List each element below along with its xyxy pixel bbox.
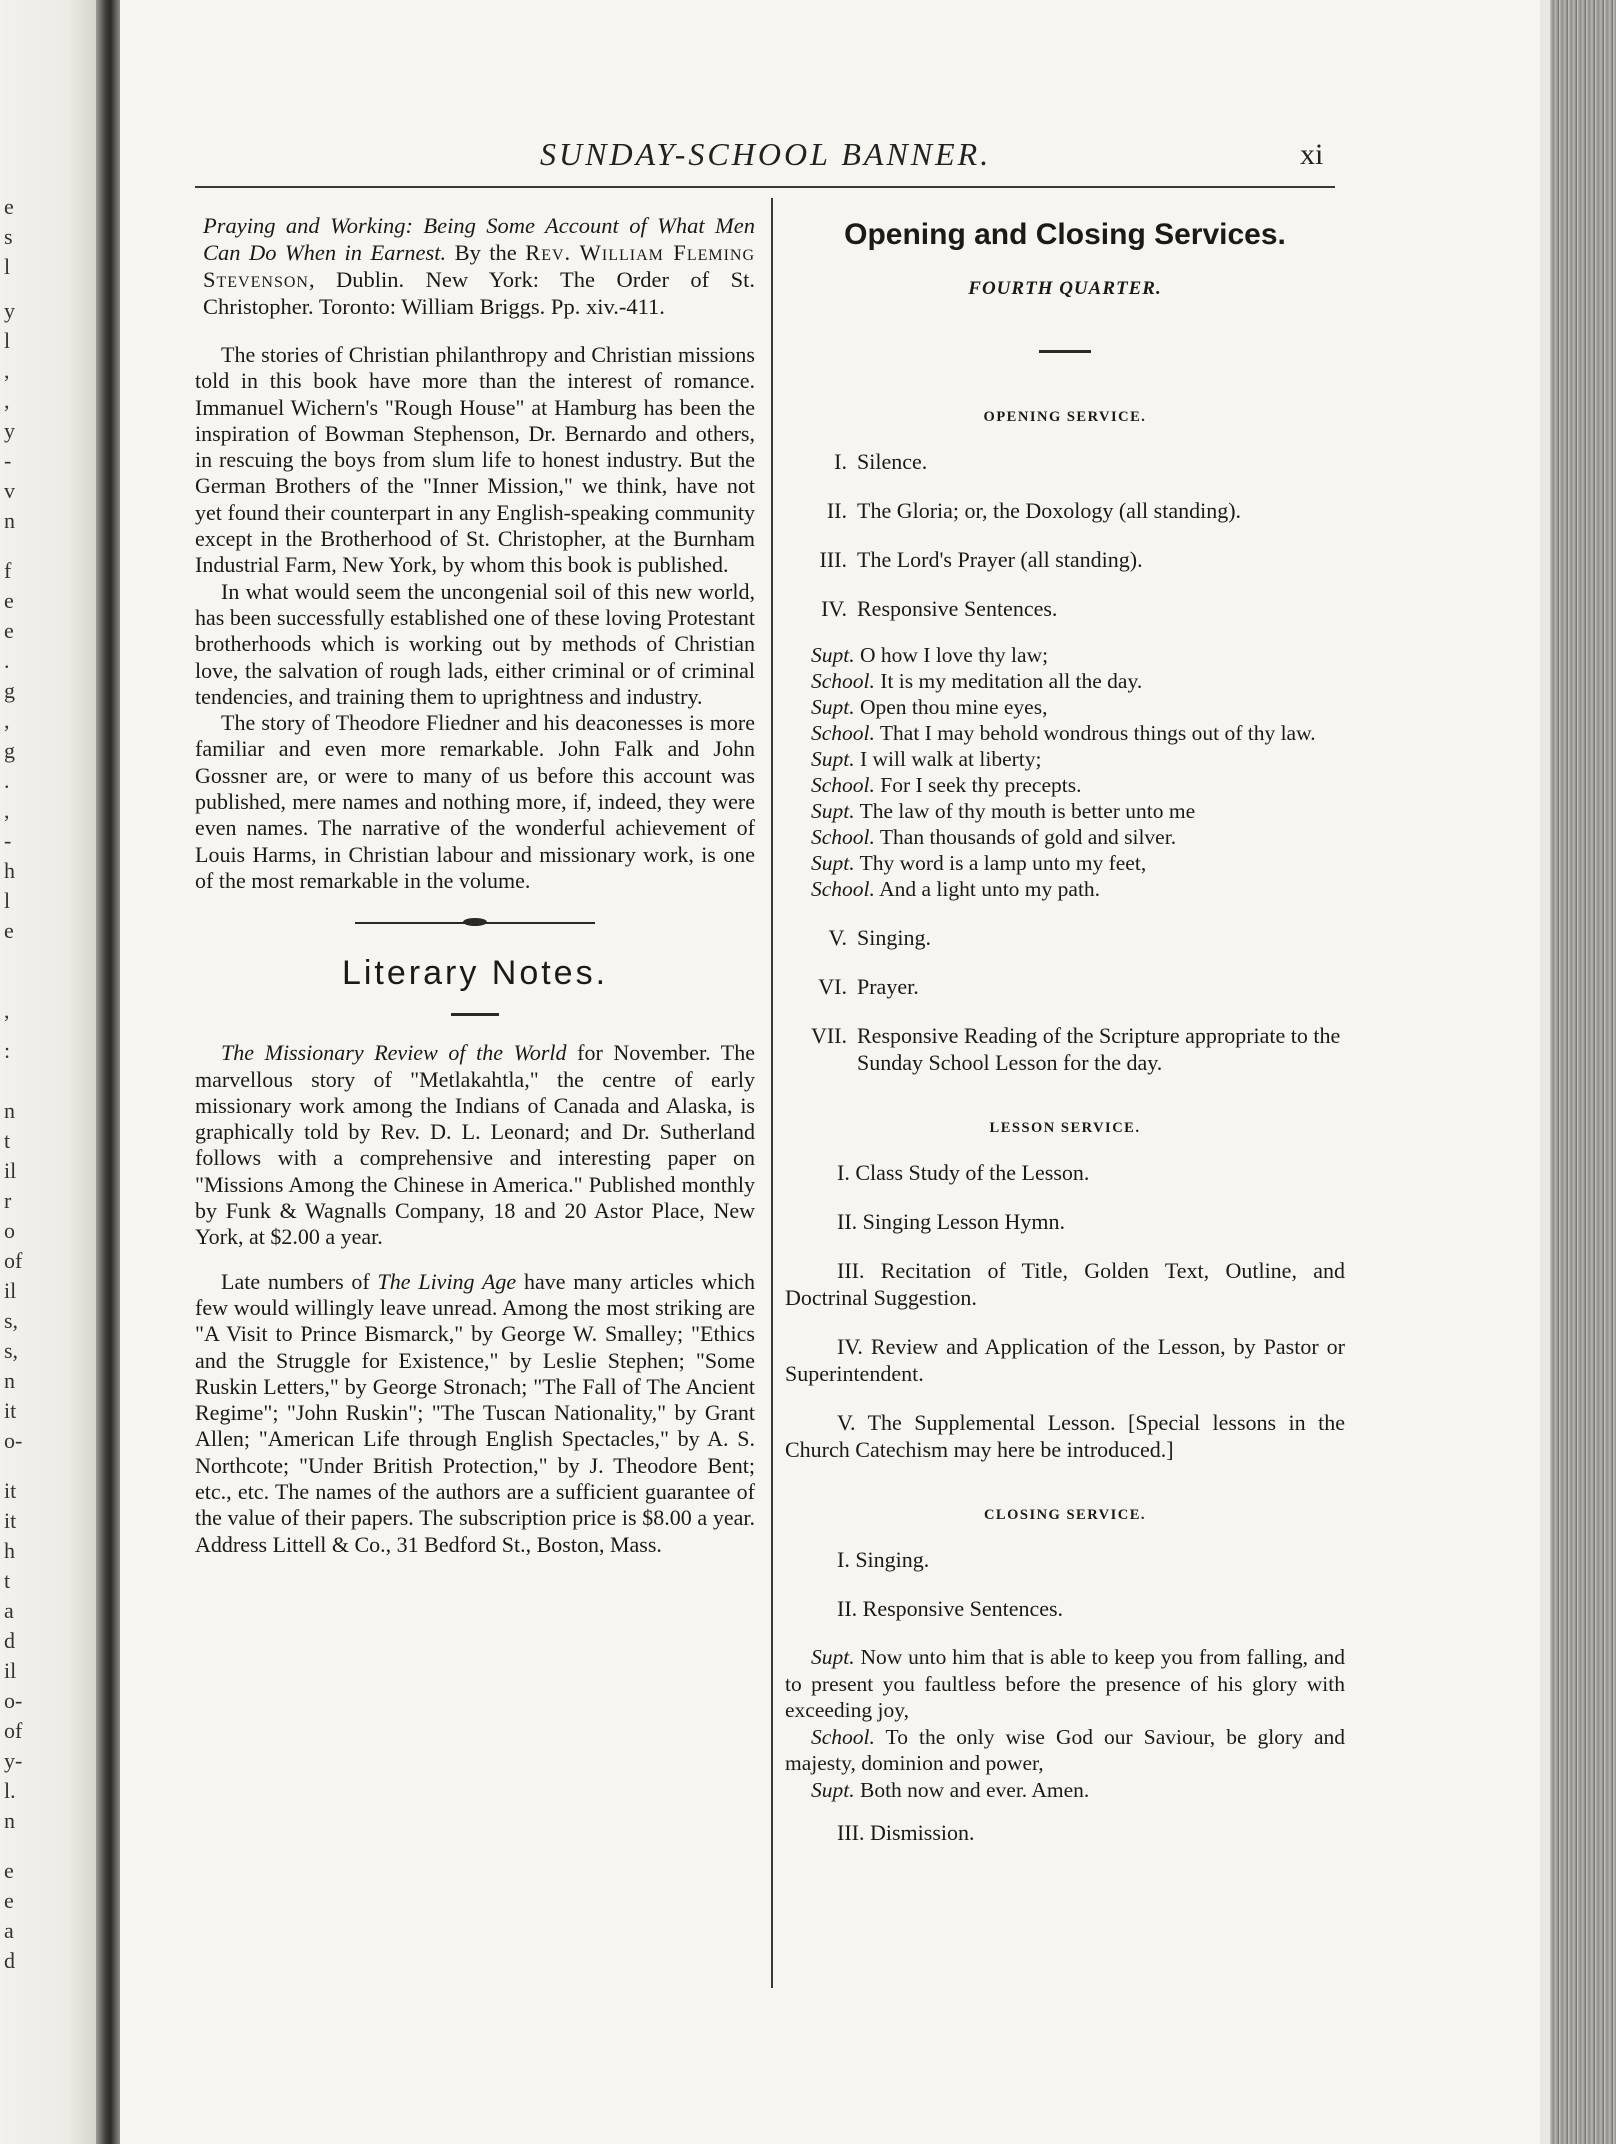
- service-item-number: VI.: [818, 974, 847, 999]
- response-text: I will walk at liberty;: [854, 747, 1042, 771]
- lesson-service-item: I. Class Study of the Lesson.: [837, 1160, 1090, 1185]
- closing-service-item: II. Responsive Sentences.: [837, 1596, 1064, 1621]
- facing-page-fragment: o: [4, 1218, 15, 1243]
- facing-page-fragment: o-: [4, 1428, 23, 1453]
- lesson-service-item: III. Recitation of Title, Golden Text, Outline, and Doctrinal Suggestion.: [785, 1258, 1345, 1310]
- responsive-sentences: [785, 642, 1345, 902]
- facing-page-fragment: e: [4, 618, 14, 643]
- facing-page-fragment: it: [4, 1398, 17, 1423]
- response-text: To the only wise God our Saviour, be glory and majesty, dominion and power,: [785, 1724, 1345, 1775]
- facing-page-fragment: n: [4, 1098, 15, 1123]
- response-text: It is my meditation all the day.: [874, 669, 1143, 693]
- speaker-label: School.: [811, 1724, 875, 1749]
- closing-responsive-line: [785, 1724, 1345, 1777]
- column-divider: [771, 198, 773, 1988]
- lesson-service-item: V. The Supplemental Lesson. [Special lessons in the Church Catechism may here be introduced.]: [785, 1410, 1345, 1462]
- facing-page-fragment: e: [4, 1858, 14, 1883]
- facing-page-text-fragments: [0, 0, 40, 2144]
- speaker-label: Supt.: [811, 851, 855, 875]
- facing-page-fragment: o-: [4, 1688, 23, 1713]
- facing-page-fragment: r: [4, 1188, 12, 1213]
- responsive-line: [785, 668, 1345, 694]
- facing-page-fragment: a: [4, 1918, 14, 1943]
- opening-service-item: [785, 924, 1345, 951]
- facing-page-fragment: l: [4, 888, 11, 913]
- facing-page-fragment: of: [4, 1718, 23, 1743]
- speaker-label: Supt.: [811, 799, 855, 823]
- responsive-line: [785, 824, 1345, 850]
- book-review-heading: [195, 212, 755, 320]
- service-item-text: Responsive Reading of the Scripture appropriate to the Sunday School Lesson for the day.: [857, 1023, 1341, 1075]
- facing-page-fragment: of: [4, 1248, 23, 1273]
- services-heading: Opening and Closing Services.: [844, 218, 1286, 251]
- facing-page-fragment: s,: [4, 1308, 19, 1333]
- response-text: Than thousands of gold and silver.: [874, 825, 1177, 849]
- facing-page-fragment: l: [4, 328, 11, 353]
- speaker-label: School.: [811, 773, 875, 797]
- opening-service-item: [785, 546, 1345, 573]
- service-item-text: The Gloria; or, the Doxology (all standing).: [857, 498, 1242, 523]
- facing-page-fragment: l.: [4, 1778, 16, 1803]
- facing-page-fragment: e: [4, 194, 14, 219]
- speaker-label: School.: [811, 721, 875, 745]
- response-text: The law of thy mouth is better unto me: [854, 799, 1196, 823]
- lesson-service-list: [785, 1159, 1345, 1463]
- literary-notes-heading: Literary Notes.: [341, 954, 609, 993]
- facing-page-fragment: a: [4, 1598, 14, 1623]
- facing-page-fragment: ,: [4, 998, 10, 1023]
- responsive-line: [785, 772, 1345, 798]
- page-stack-edge: [1550, 0, 1616, 2144]
- right-column: [785, 218, 1345, 1846]
- facing-page-fragment: y: [4, 298, 15, 323]
- review-author: William Fleming Stevenson: [203, 240, 756, 292]
- heading-rule: [451, 1013, 499, 1016]
- magazine-title: The Missionary Review of the World: [221, 1040, 567, 1066]
- opening-service-item: [785, 497, 1345, 524]
- response-text: Now unto him that is able to keep you from falling, and to present you faultless before the presence of his glory with exceeding joy,: [785, 1645, 1345, 1722]
- closing-responsive-line: [785, 1644, 1345, 1724]
- facing-page-fragment: il: [4, 1278, 17, 1303]
- responsive-line: [785, 642, 1345, 668]
- review-paragraph: The story of Theodore Fliedner and his deaconesses is more familiar and even more remarkable. John Falk and John Gossner are, or were to many of us before this account was published, mere names and nothing more, if, indeed, they were even names. The narrative of the wonderful achievement of Louis Harms, in Christian labour and missionary work, is one of the most remarkable in the volume.: [195, 710, 755, 893]
- response-text: That I may behold wondrous things out of thy law.: [874, 721, 1316, 745]
- facing-page-fragment: g: [4, 678, 15, 703]
- closing-responsive-line: [785, 1777, 1345, 1804]
- review-paragraph: The stories of Christian philanthropy and Christian missions told in this book have more than the interest of romance. Immanuel Wichern's "Rough House" at Hamburg has been the inspiration of Bowman Stephenson, Dr. Bernardo and others, in rescuing the boys from slum life to honest industry. But the German Brothers of the "Inner Mission," we think, have not yet found their counterpart in any English-speaking community except in the Brotherhood of St. Christopher, at the Burnham Industrial Farm, New York, by whom this book is published.: [195, 342, 755, 578]
- facing-page-fragment: n: [4, 1368, 15, 1393]
- facing-page-fragment: -: [4, 448, 12, 473]
- response-text: Thy word is a lamp unto my feet,: [854, 851, 1147, 875]
- facing-page-fragment: h: [4, 1538, 15, 1563]
- service-item-number: III.: [819, 547, 847, 572]
- responsive-line: [785, 720, 1345, 746]
- facing-page-fragment: s,: [4, 1338, 19, 1363]
- facing-page-fragment: e: [4, 1888, 14, 1913]
- facing-page-fragment: il: [4, 1158, 17, 1183]
- service-item-number: VII.: [810, 1023, 847, 1048]
- header-rule: [195, 186, 1335, 188]
- facing-page-fragment: t: [4, 1128, 11, 1153]
- speaker-label: Supt.: [811, 643, 855, 667]
- facing-page-fragment: ,: [4, 708, 10, 733]
- facing-page-fragment: y-: [4, 1748, 23, 1773]
- responsive-line: [785, 850, 1345, 876]
- review-paragraph: In what would seem the uncongenial soil of this new world, has been successfully established one of these loving Protestant brotherhoods which is working out by methods of Christian love, the salvation of rough lads, either criminal or of criminal tendencies, and training them to uprightness and industry.: [195, 578, 755, 709]
- speaker-label: School.: [811, 825, 875, 849]
- opening-service-label: OPENING SERVICE.: [983, 409, 1147, 425]
- review-rev: Rev.: [525, 240, 572, 265]
- facing-page-fragment: d: [4, 1628, 15, 1653]
- services-subtitle: FOURTH QUARTER.: [968, 278, 1162, 299]
- running-head: SUNDAY-SCHOOL BANNER.: [540, 136, 992, 172]
- facing-page-fragment: l: [4, 254, 11, 279]
- service-item-text: Responsive Sentences.: [857, 596, 1058, 621]
- opening-service-item: [785, 1022, 1345, 1076]
- facing-page-fragment: t: [4, 1568, 11, 1593]
- opening-service-list-continued: [785, 924, 1345, 1076]
- responsive-line: [785, 746, 1345, 772]
- response-text: And a light unto my path.: [874, 877, 1101, 901]
- service-item-text: Silence.: [857, 449, 928, 474]
- facing-page-fragment: .: [4, 648, 10, 673]
- facing-page-fragment: e: [4, 918, 14, 943]
- opening-service-item: [785, 973, 1345, 1000]
- service-item-number: II.: [826, 498, 847, 523]
- closing-service-label: CLOSING SERVICE.: [983, 1507, 1147, 1523]
- lesson-service-item: II. Singing Lesson Hymn.: [837, 1209, 1065, 1234]
- service-item-text: The Lord's Prayer (all standing).: [857, 547, 1143, 572]
- response-text: For I seek thy precepts.: [874, 773, 1082, 797]
- service-item-number: V.: [828, 925, 847, 950]
- closing-service-item: I. Singing.: [837, 1547, 930, 1572]
- responsive-line: [785, 876, 1345, 902]
- speaker-label: School.: [811, 877, 875, 901]
- facing-page-fragment: v: [4, 478, 15, 503]
- review-by: By the: [454, 240, 517, 265]
- dismissal-item: III. Dismission.: [837, 1820, 975, 1845]
- closing-service-list: [785, 1546, 1345, 1622]
- speaker-label: School.: [811, 669, 875, 693]
- book-title: Praying and Working: Being Some Account of What Men Can Do When in Earnest.: [203, 213, 755, 265]
- service-item-text: Singing.: [857, 925, 931, 950]
- book-gutter: [96, 0, 120, 2144]
- page-number: xi: [1300, 138, 1324, 171]
- closing-responsive-sentences: [785, 1644, 1345, 1803]
- opening-service-list: [785, 448, 1345, 622]
- facing-page-fragment: y: [4, 418, 15, 443]
- facing-page-fragment: n: [4, 1808, 15, 1833]
- facing-page-fragment: s: [4, 224, 13, 249]
- opening-service-item: [785, 595, 1345, 622]
- responsive-line: [785, 694, 1345, 720]
- response-text: O how I love thy law;: [854, 643, 1049, 667]
- response-text: Open thou mine eyes,: [854, 695, 1048, 719]
- facing-page-fragment: -: [4, 828, 12, 853]
- service-item-number: IV.: [821, 596, 847, 621]
- left-column: [195, 212, 755, 1576]
- lesson-service-label: LESSON SERVICE.: [989, 1120, 1141, 1136]
- literary-note-paragraph: The Missionary Review of the World for November. The marvellous story of "Metlakahtla," the centre of early missionary work among the Indians of Canada and Alaska, is graphically told by Rev. D. L. Leonard; and Dr. Sutherland follows with a comprehensive and interesting paper on "Missions Among the Chinese in America." Published monthly by Funk & Wagnalls Company, 18 and 20 Astor Place, New York, at $2.00 a year.: [195, 1040, 755, 1250]
- speaker-label: Supt.: [811, 1777, 855, 1802]
- facing-page-fragment: g: [4, 738, 15, 763]
- facing-page-fragment: il: [4, 1658, 17, 1683]
- facing-page-fragment: ,: [4, 358, 10, 383]
- heading-rule: [1039, 350, 1091, 353]
- review-publication-info: , Dublin. New York: The Order of St. Christopher. Toronto: William Briggs. Pp. xiv.-411.: [203, 267, 755, 319]
- facing-page-fragment: d: [4, 1948, 15, 1973]
- facing-page-fragment: ,: [4, 388, 10, 413]
- speaker-label: Supt.: [811, 695, 855, 719]
- responsive-line: [785, 798, 1345, 824]
- speaker-label: Supt.: [811, 1645, 855, 1669]
- facing-page-fragment: :: [4, 1038, 11, 1063]
- service-item-text: Prayer.: [857, 974, 919, 999]
- literary-note-paragraph: Late numbers of The Living Age have many articles which few would willingly leave unread. Among the most striking are "A Visit to Prince Bismarck," by George W. Smalley; "Ethics and the Struggle for Existence," by Leslie Stephen; "Some Ruskin Letters," by George Stronach; "The Fall of The Ancient Regime"; "John Ruskin"; "The Tuscan Nationality," by Grant Allen; "American Life through English Spectacles," by A. S. Northcote; "Under British Protection," by J. Theodore Bent; etc., etc. The names of the authors are a sufficient guarantee of the value of their papers. The subscription price is $8.00 a year. Address Littell & Co., 31 Bedford St., Boston, Mass.: [195, 1268, 755, 1557]
- opening-service-item: [785, 448, 1345, 475]
- facing-page-fragment: .: [4, 768, 10, 793]
- facing-page-fragment: f: [4, 558, 12, 583]
- facing-page-fragment: it: [4, 1478, 17, 1503]
- service-item-number: I.: [834, 449, 847, 474]
- facing-page-fragment: e: [4, 588, 14, 613]
- response-text: Both now and ever. Amen.: [854, 1777, 1090, 1802]
- speaker-label: Supt.: [811, 747, 855, 771]
- facing-page-fragment: ,: [4, 798, 10, 823]
- lesson-service-item: IV. Review and Application of the Lesson, by Pastor or Superintendent.: [785, 1334, 1345, 1386]
- facing-page-fragment: h: [4, 858, 15, 883]
- facing-page-fragment: n: [4, 508, 15, 533]
- facing-page-fragment: it: [4, 1508, 17, 1533]
- magazine-title: The Living Age: [377, 1268, 517, 1294]
- section-ornament: [355, 916, 595, 930]
